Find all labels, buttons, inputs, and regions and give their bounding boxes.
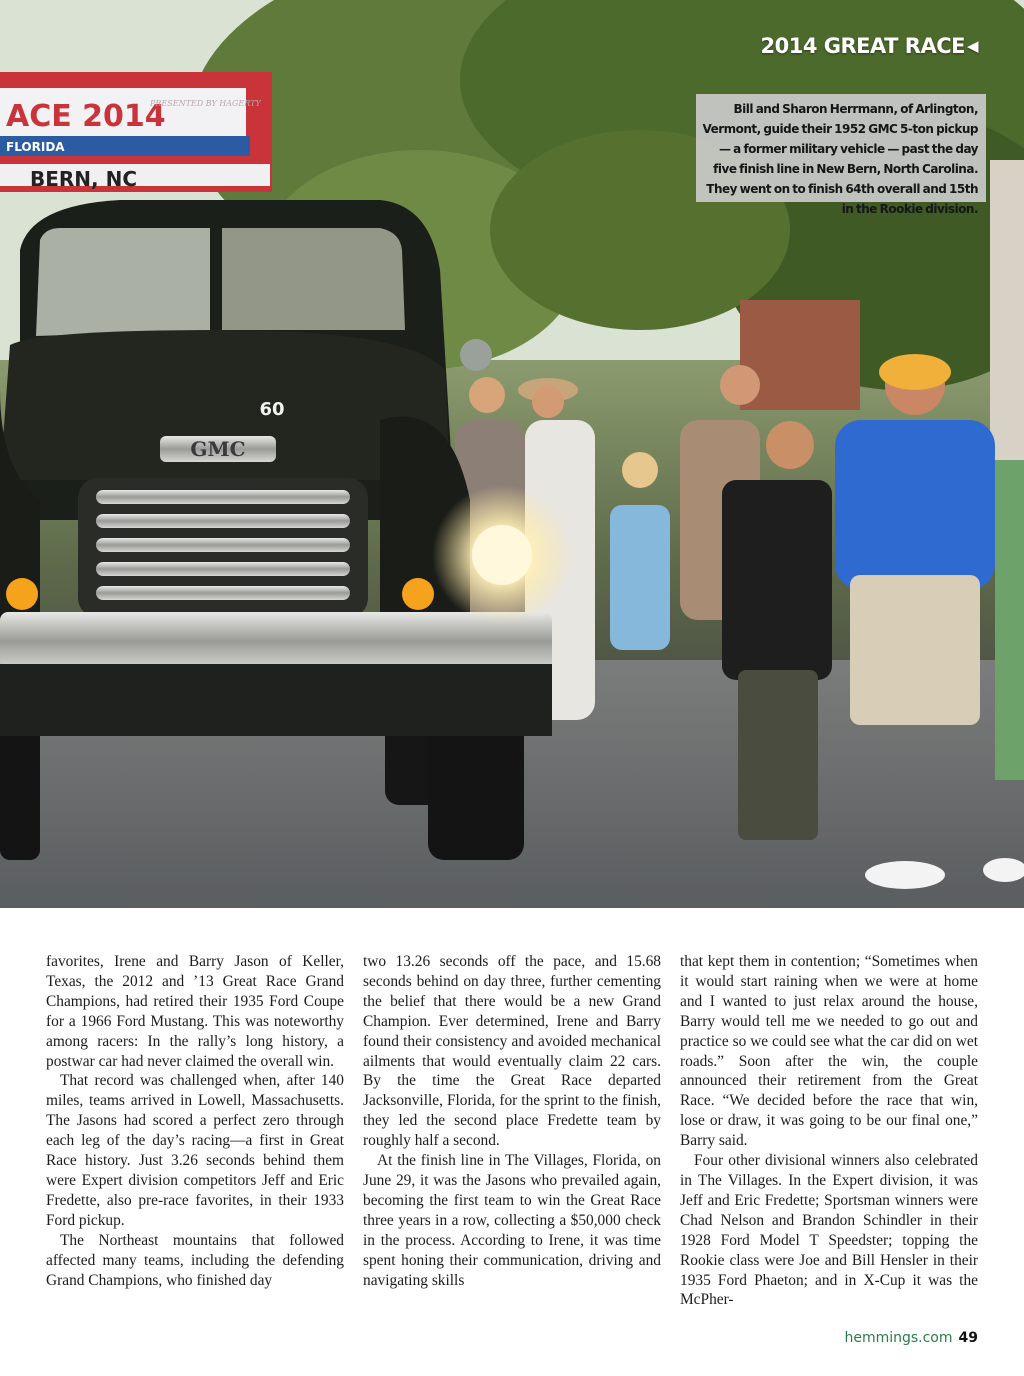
section-header bbox=[761, 34, 979, 58]
page-number: 49 bbox=[958, 1330, 978, 1346]
paragraph: The Northeast mountains that followed affected many teams, including the defending Grand Champions, who finished day bbox=[46, 1231, 344, 1289]
article-column-1 bbox=[46, 952, 344, 1290]
section-title: 2014 GREAT RACE bbox=[760, 34, 965, 58]
section-marker-icon: ◀ bbox=[966, 37, 978, 55]
paragraph: That record was challenged when, after 140 miles, teams arrived in Lowell, Massachusetts. The Jasons had scored a perfect zero through each leg of the day’s racing—a first in Great Race history. Just 3.26 seconds behind them were Expert division competitors Jeff and Eric Fredette, also pre-race favorites, in their 1933 Ford pickup. bbox=[46, 1072, 344, 1229]
site-link[interactable]: hemmings.com bbox=[844, 1330, 953, 1346]
photo-caption: Bill and Sharon Herrmann, of Arlington, Vermont, guide their 1952 GMC 5-ton pickup — a former military vehicle — past the day five finish line in New Bern, North Carolina. They went on to finish 64th overall and 15th in the Rookie division. bbox=[696, 94, 986, 202]
article-column-2 bbox=[363, 952, 661, 1290]
truck-number: 60 bbox=[259, 399, 285, 420]
banner-presented-by: PRESENTED BY HAGERTY bbox=[150, 99, 261, 108]
article-column-3 bbox=[680, 952, 978, 1310]
paragraph: Four other divisional winners also celebrated in The Villages. In the Expert division, it was Jeff and Eric Fredette; Sportsman winners were Chad Nelson and Brandon Schindler in their 1928 Ford Model T Speedster; topping the Rookie class were Joe and Bill Hensler in their 1935 Ford Phaeton; and in X-Cup it was the McPher- bbox=[680, 1152, 978, 1309]
paragraph: favorites, Irene and Barry Jason of Keller, Texas, the 2012 and ’13 Great Race Grand Champions, had retired their 1935 Ford Coupe for a 1966 Ford Mustang. This was noteworthy among racers: In the rally’s long history, a postwar car had never claimed the overall win. bbox=[46, 953, 344, 1070]
paragraph: At the finish line in The Villages, Florida, on June 29, it was the Jasons who prevailed again, becoming the first team to win the Great Race three years in a row, collecting a $50,000 check in the process. According to Irene, it was time spent honing their communication, driving and navigating skills bbox=[363, 1152, 661, 1289]
page-footer bbox=[844, 1330, 978, 1346]
banner-title: ACE 2014 bbox=[6, 99, 166, 134]
finish-line-banner: BERN, NC bbox=[30, 167, 138, 191]
banner-state: FLORIDA bbox=[6, 140, 65, 154]
paragraph: that kept them in contention; “Sometimes when it would start raining when we were at home and I wanted to just relax around the house, Barry would tell me we needed to go out and practice so we could see what the car did on wet roads.” Soon after the win, the couple announced their retirement from the Great Race. “We decided before the race that win, lose or draw, it was going to be our final one,” Barry said. bbox=[680, 953, 978, 1150]
grille-badge: GMC bbox=[190, 437, 246, 461]
paragraph: two 13.26 seconds off the pace, and 15.68 seconds behind on day three, further cementing the belief that there would be a new Grand Champion. Ever determined, Irene and Barry found their consistency and avoided mechanical ailments that would eventually claim 22 cars. By the time the Great Race departed Jacksonville, Florida, for the sprint to the finish, they led the second place Fredette team by roughly half a second. bbox=[363, 953, 661, 1150]
